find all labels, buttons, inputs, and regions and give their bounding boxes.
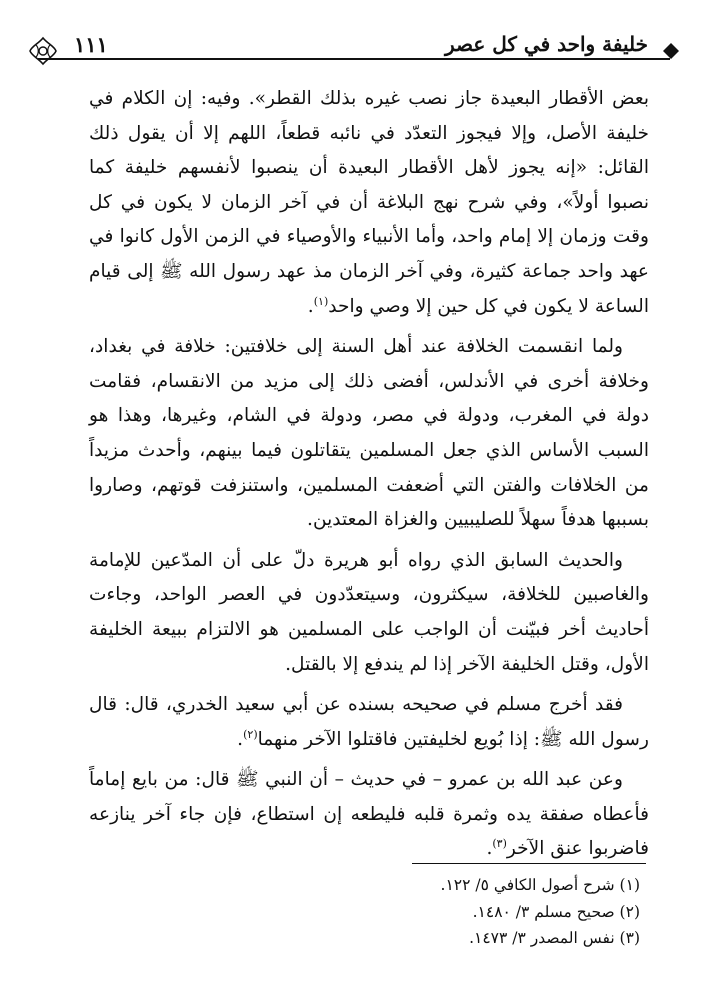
paragraph: بعض الأقطار البعيدة جاز نصب غيره بذلك القطر». وفيه: إن الكلام في خليفة الأصل، وإلا فيجوز التعدّد في نائبه قطعاً، اللهم إلا أن يقول ذلك القائل: «إنه يجوز لأهل الأقطار البعيدة أن ينصبوا لأنفسهم خليفة كما نصبوا أولاً»، وفي شرح نهج البلاغة أن في آخر الزمان لا يكون في كل وقت وزمان إلا إمام واحد، وأما الأنبياء والأوصياء في الزمن الأول كانوا في عهد واحد جماعة كثيرة، وفي آخر الزمان مذ عهد رسول الله ﷺ إلى قيام الساعة لا يكون في كل حين إلا وصي واحد$^{(١)}$. bbox=[89, 88, 649, 317]
footnote-ref: (٣) bbox=[492, 837, 507, 851]
running-title: خليفة واحد في كل عصر bbox=[445, 32, 648, 56]
header-rule bbox=[38, 58, 670, 60]
paragraph: والحديث السابق الذي رواه أبو هريرة دلّ على أن المدّعين للإمامة والغاصبين للخلافة، سيكثرون، وسيتعدّدون في العصر الواحد، وجاءت أحاديث أخر فبيّنت أن الواجب على المسلمين هو الالتزام ببيعة الخليفة الأول، وقتل الخليفة الآخر إذا لم يندفع إلا بالقتل. bbox=[89, 549, 649, 675]
footnote-separator bbox=[412, 863, 646, 864]
paragraph: وعن عبد الله بن عمرو – في حديث – أن النبي ﷺ قال: من بايع إماماً فأعطاه صفقة يده وثمرة قلبه فليطعه إن استطاع، فإن جاء آخر ينازعه فاضربوا عنق الآخر$^{(٣)}$. bbox=[89, 769, 649, 860]
footnotes bbox=[66, 872, 646, 952]
footnote: (١) شرح أصول الكافي ٥/ ١٢٢. bbox=[440, 876, 640, 894]
paragraph: ولما انقسمت الخلافة عند أهل السنة إلى خلافتين: خلافة في بغداد، وخلافة أخرى في الأندلس، أفضى ذلك إلى مزيد من الانقسام، فقامت دولة في المغرب، ودولة في مصر، ودولة في الشام، وغيرها، وهذا هو السبب الأساس الذي جعل المسلمين يتقاتلون فيما بينهم، وأحدث مزيداً من الخلافات والفتن التي أضعفت المسلمين، واستنزفت قوتهم، وصاروا بسببها هدفاً سهلاً للصليبيين والغزاة المعتدين. bbox=[89, 336, 649, 531]
footnote: (٢) صحيح مسلم ٣/ ١٤٨٠. bbox=[472, 902, 640, 921]
page-number: ١١١ bbox=[74, 32, 108, 57]
arabesque-ornament-icon bbox=[28, 36, 58, 66]
diamond-ornament-icon bbox=[656, 36, 686, 66]
page-header bbox=[28, 30, 680, 72]
main-text bbox=[89, 82, 649, 860]
footnote-ref: (١) bbox=[313, 294, 329, 308]
paragraph: فقد أخرج مسلم في صحيحه بسنده عن أبي سعيد الخدري، قال: قال رسول الله ﷺ: إذا بُويع لخليفتين فاقتلوا الآخر منهما$^{(٢)}$. bbox=[89, 694, 649, 750]
footnote: (٣) نفس المصدر ٣/ ١٤٧٣. bbox=[469, 929, 640, 947]
footnote-ref: (٢) bbox=[243, 727, 258, 741]
